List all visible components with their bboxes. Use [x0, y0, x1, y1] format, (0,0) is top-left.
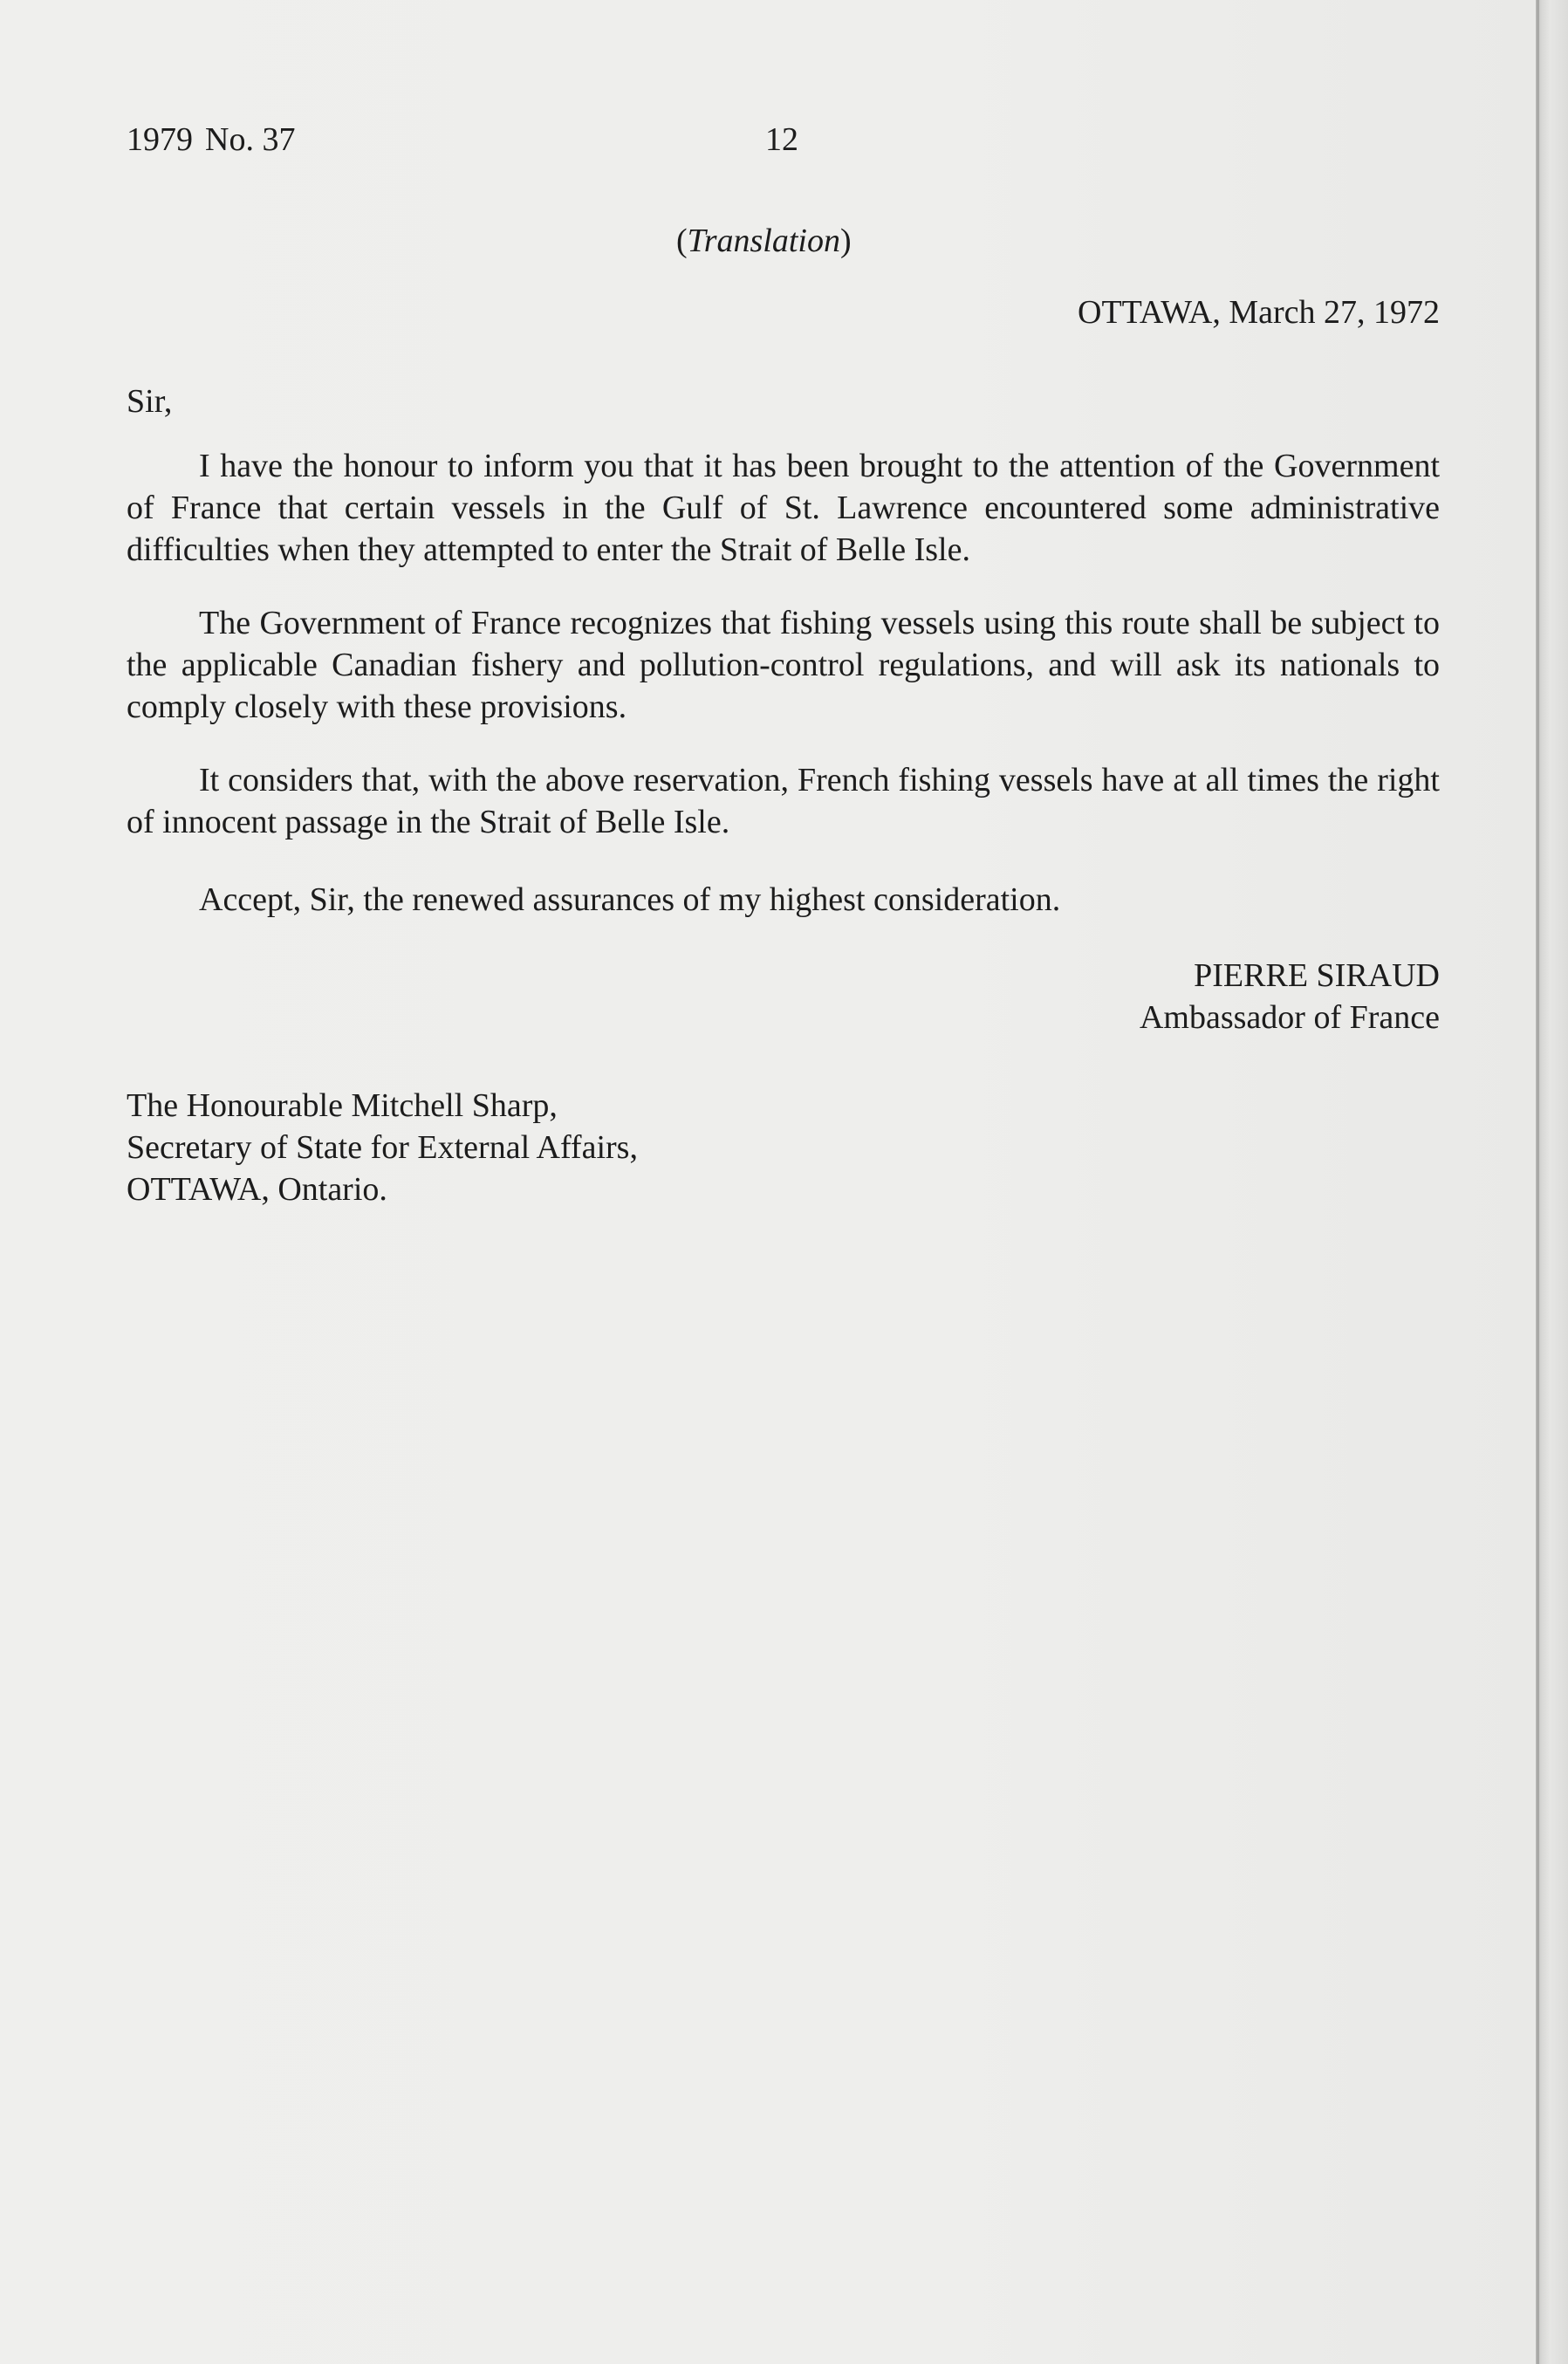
signature-name: PIERRE SIRAUD	[1194, 957, 1440, 994]
addressee-block	[127, 1085, 638, 1210]
page-number: 12	[765, 121, 798, 158]
running-header	[127, 120, 307, 159]
signature-title: Ambassador of France	[1139, 999, 1440, 1036]
letter-paragraph-3: It considers that, with the above reservation, French fishing vessels have at all times the right of innocent passage in the Strait of Belle Isle.	[127, 762, 1440, 840]
addressee-line-3: OTTAWA, Ontario.	[127, 1171, 387, 1208]
page-edge-line	[1537, 0, 1539, 2364]
closing-line: Accept, Sir, the renewed assurances of my highest consideration.	[199, 881, 1061, 918]
header-number: No. 37	[205, 121, 296, 158]
addressee-line-1: The Honourable Mitchell Sharp,	[127, 1087, 558, 1124]
letter-paragraph-2: The Government of France recognizes that fishing vessels using this route shall be subject to the applicable Canadian fishery and pollution-control regulations, and will ask its nationals to comply closely with these provisions.	[127, 605, 1440, 725]
page-edge	[1536, 0, 1568, 2364]
header-year: 1979	[127, 121, 193, 158]
translation-label: (Translation)	[676, 223, 852, 259]
letter-date-line: OTTAWA, March 27, 1972	[1078, 294, 1440, 331]
addressee-line-2: Secretary of State for External Affairs,	[127, 1129, 638, 1166]
translation-label-text: Translation	[687, 223, 840, 259]
letter-paragraph-1: I have the honour to inform you that it has been brought to the attention of the Government of France that certain vessels in the Gulf of St. Lawrence encountered some administrative difficulties when they attempted to enter the Strait of Belle Isle.	[127, 448, 1440, 568]
salutation: Sir,	[127, 383, 173, 420]
